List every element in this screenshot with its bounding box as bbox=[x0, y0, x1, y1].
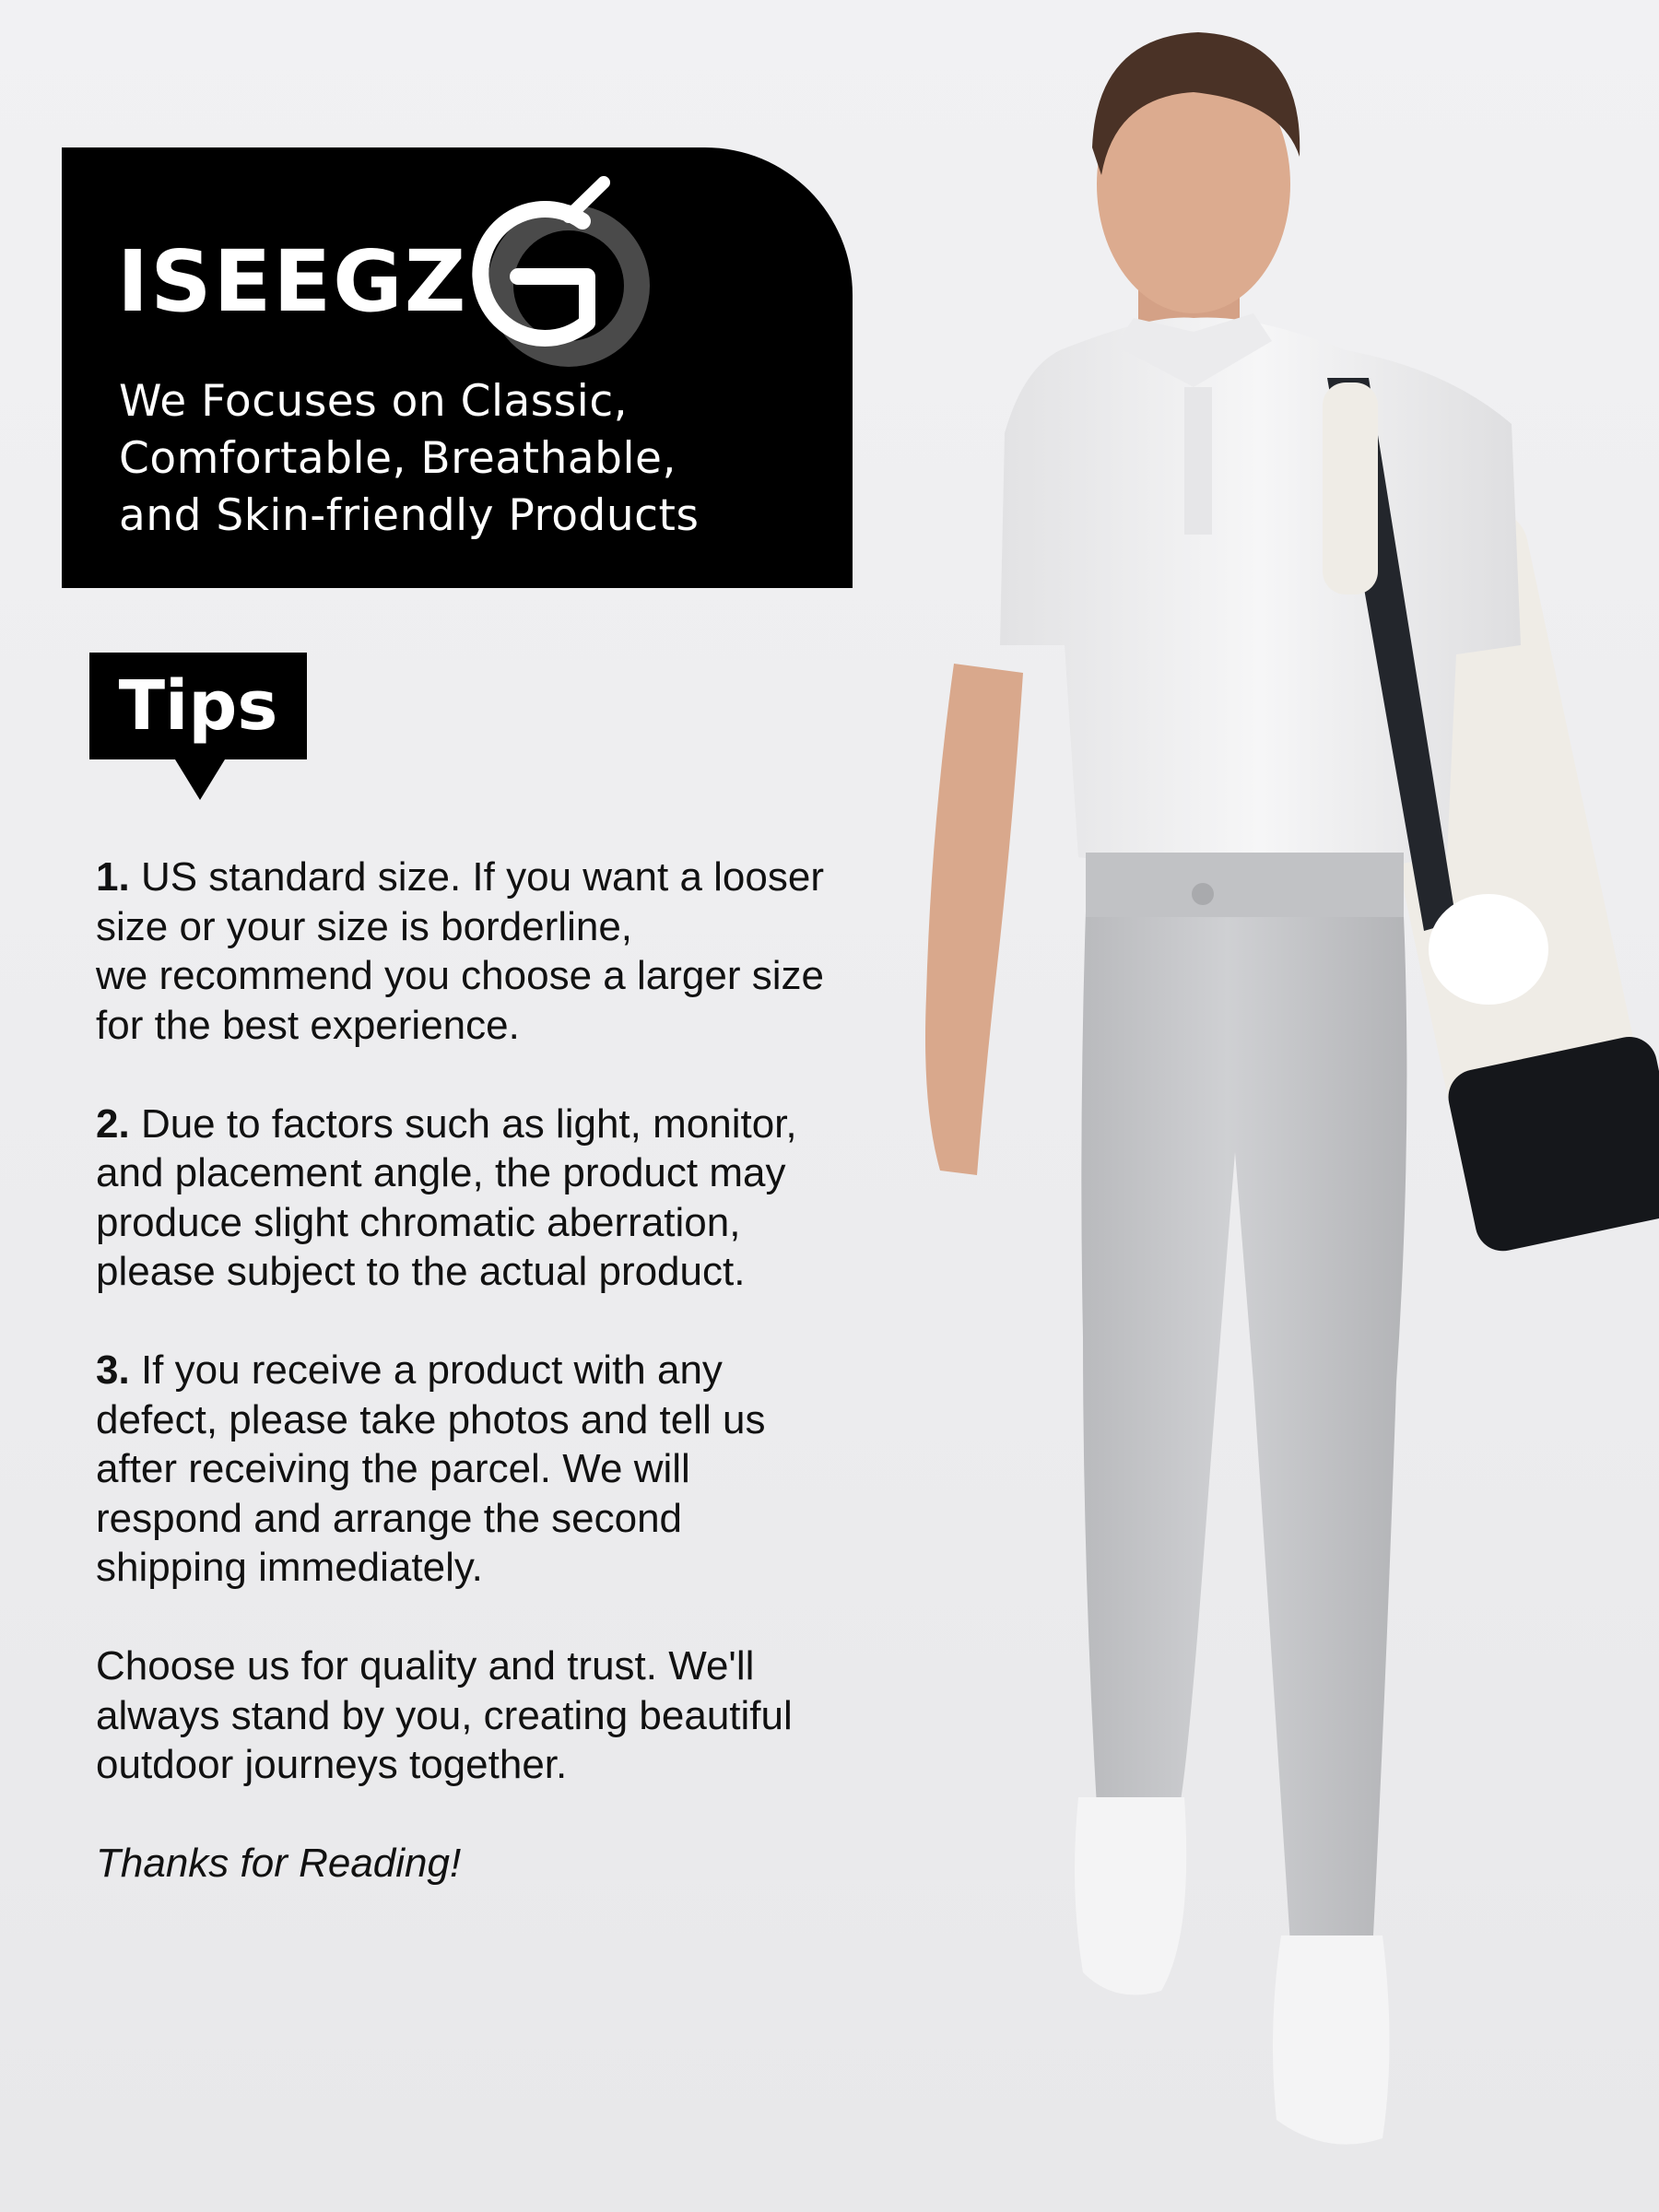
right-shoe bbox=[1273, 1936, 1390, 2145]
tip-line: US standard size. If you want a looser bbox=[140, 854, 824, 900]
tips-pointer-icon bbox=[175, 759, 225, 800]
tip-number: 3. bbox=[96, 1347, 130, 1393]
tip-line: after receiving the parcel. We will bbox=[96, 1446, 690, 1491]
placket bbox=[1184, 387, 1212, 535]
closing-line: outdoor journeys together. bbox=[96, 1742, 568, 1787]
tip-item bbox=[96, 1346, 870, 1593]
tip-number: 2. bbox=[96, 1100, 130, 1147]
thanks-message: Thanks for Reading! bbox=[96, 1841, 462, 1886]
tip-item bbox=[96, 853, 870, 1050]
tagline-line: We Focuses on Classic, bbox=[119, 376, 629, 427]
tip-line: If you receive a product with any bbox=[140, 1347, 723, 1393]
brand-panel bbox=[62, 147, 853, 588]
tip-line: shipping immediately. bbox=[96, 1545, 483, 1590]
closing-message bbox=[96, 1641, 870, 1790]
brand-name: ISEEGZ bbox=[117, 232, 468, 331]
tip-item bbox=[96, 1100, 870, 1297]
pants bbox=[1081, 857, 1406, 1945]
closing-line: always stand by you, creating beautiful bbox=[96, 1692, 793, 1738]
closing-line: Choose us for quality and trust. We'll bbox=[96, 1643, 755, 1688]
tip-line: and placement angle, the product may bbox=[96, 1150, 786, 1195]
tips-list bbox=[96, 853, 870, 1888]
left-shoe bbox=[1075, 1797, 1186, 1995]
model-photo bbox=[885, 0, 1659, 2212]
polo-shirt bbox=[1000, 317, 1521, 871]
left-arm bbox=[925, 664, 1023, 1175]
tip-line: please subject to the actual product. bbox=[96, 1249, 746, 1294]
brand-tagline bbox=[119, 373, 819, 545]
tip-line: we recommend you choose a larger size bbox=[96, 953, 824, 998]
tip-number: 1. bbox=[96, 854, 130, 900]
golf-glove bbox=[1429, 894, 1548, 1005]
tagline-line: and Skin-friendly Products bbox=[119, 490, 700, 541]
tip-line: Due to factors such as light, monitor, bbox=[140, 1100, 797, 1147]
pants-button bbox=[1192, 883, 1214, 905]
tips-heading: Tips bbox=[89, 653, 307, 759]
brand-logo-icon bbox=[430, 166, 652, 387]
waistband bbox=[1086, 853, 1404, 917]
tagline-line: Comfortable, Breathable, bbox=[119, 433, 677, 484]
tip-line: respond and arrange the second bbox=[96, 1495, 683, 1541]
bag-shoulder-pad bbox=[1323, 382, 1378, 594]
tip-line: for the best experience. bbox=[96, 1002, 520, 1048]
tip-line: defect, please take photos and tell us bbox=[96, 1396, 766, 1442]
tip-line: produce slight chromatic aberration, bbox=[96, 1199, 741, 1245]
tip-line: size or your size is borderline, bbox=[96, 903, 633, 949]
